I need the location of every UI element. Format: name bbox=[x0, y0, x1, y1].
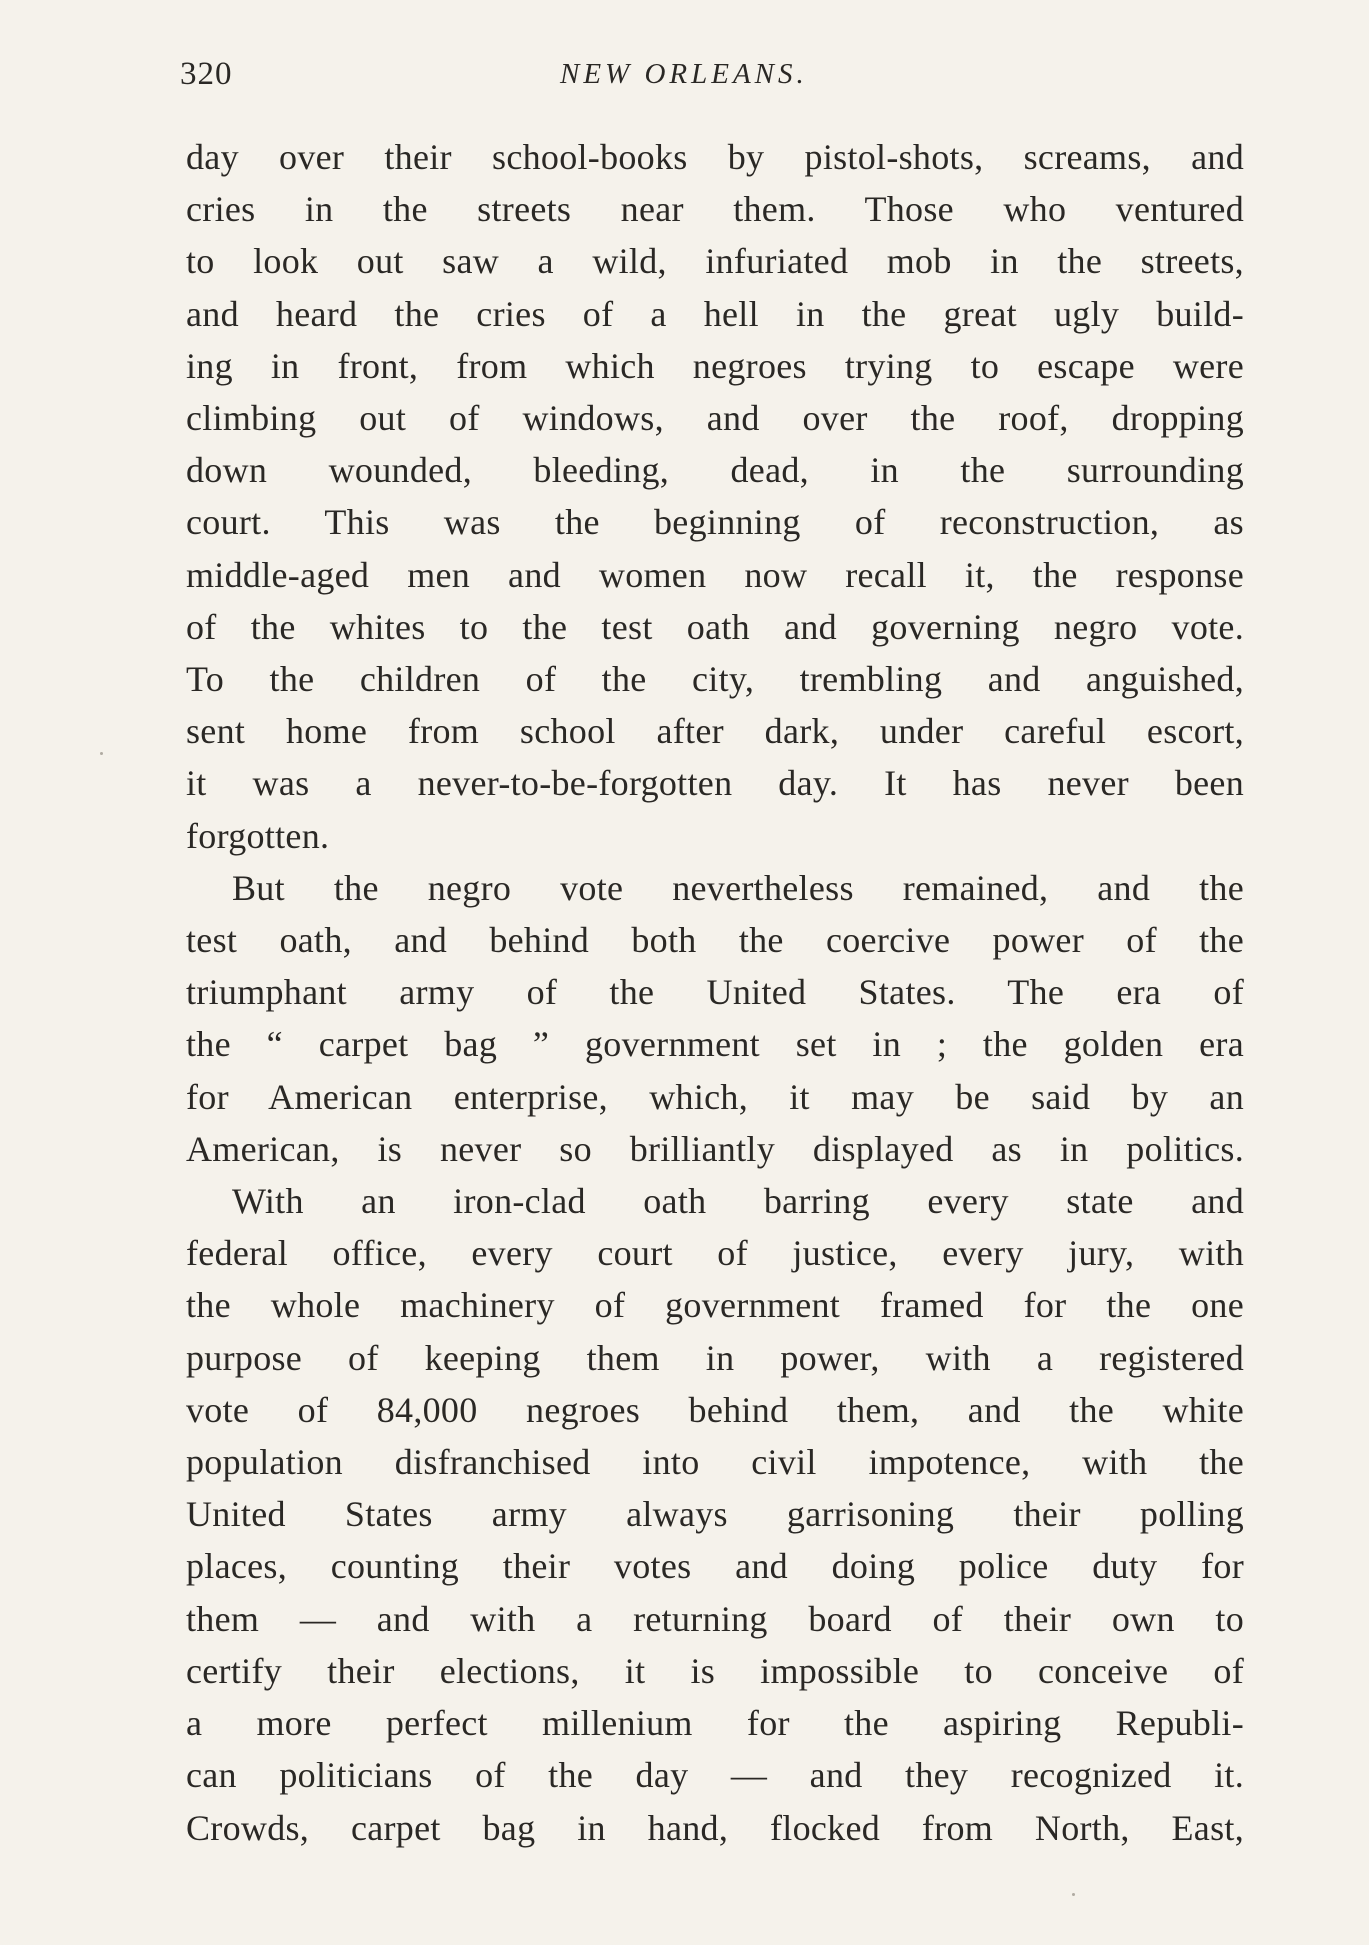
text-line: Crowds, carpet bag in hand, flocked from North, East, bbox=[186, 1807, 1244, 1848]
text-line: day over their school-books by pistol-shots, screams, and bbox=[186, 137, 1244, 177]
text-line: certify their elections, it is impossible to conceive of bbox=[186, 1650, 1244, 1691]
text-line: cries in the streets near them. Those who ventured bbox=[186, 189, 1244, 230]
paragraph-1 bbox=[186, 131, 1244, 862]
text-line: test oath, and behind both the coercive power of the bbox=[186, 920, 1244, 961]
text-line: middle-aged men and women now recall it, the response bbox=[186, 554, 1244, 595]
text-line: them — and with a returning board of their own to bbox=[186, 1598, 1244, 1639]
text-line: vote of 84,000 negroes behind them, and the white bbox=[186, 1389, 1244, 1430]
text-line: the whole machinery of government framed for the one bbox=[186, 1285, 1244, 1326]
text-line: With an iron-clad oath barring every state and bbox=[232, 1181, 1244, 1222]
text-line: it was a never-to-be-forgotten day. It has never been bbox=[186, 763, 1244, 804]
text-line: American, is never so brilliantly displayed as in politics. bbox=[186, 1128, 1244, 1169]
text-line: to look out saw a wild, infuriated mob in the streets, bbox=[186, 241, 1244, 282]
text-line: and heard the cries of a hell in the great ugly build- bbox=[186, 293, 1244, 334]
text-line: climbing out of windows, and over the roof, dropping bbox=[186, 398, 1244, 439]
text-line: forgotten. bbox=[186, 815, 330, 856]
text-line: the “ carpet bag ” government set in ; the golden era bbox=[186, 1024, 1244, 1065]
paper-speck bbox=[100, 752, 103, 755]
paragraph-3 bbox=[186, 1175, 1244, 1854]
text-line: can politicians of the day — and they recognized it. bbox=[186, 1755, 1244, 1796]
page-header bbox=[180, 56, 1240, 106]
text-line: United States army always garrisoning their polling bbox=[186, 1494, 1244, 1535]
text-line: triumphant army of the United States. The era of bbox=[186, 972, 1244, 1013]
text-line: of the whites to the test oath and governing negro vote. bbox=[186, 606, 1244, 647]
text-line: To the children of the city, trembling and anguished, bbox=[186, 659, 1244, 700]
text-line: But the negro vote nevertheless remained, and the bbox=[232, 867, 1244, 908]
running-head: NEW ORLEANS. bbox=[560, 58, 808, 90]
body-text bbox=[186, 131, 1244, 1854]
text-line: ing in front, from which negroes trying to escape were bbox=[186, 345, 1244, 386]
text-line: sent home from school after dark, under careful escort, bbox=[186, 711, 1244, 752]
text-line: purpose of keeping them in power, with a registered bbox=[186, 1337, 1244, 1378]
page-number: 320 bbox=[180, 56, 233, 92]
text-line: for American enterprise, which, it may be said by an bbox=[186, 1076, 1244, 1117]
paragraph-2 bbox=[186, 862, 1244, 1175]
text-line: population disfranchised into civil impotence, with the bbox=[186, 1442, 1244, 1483]
text-line: a more perfect millenium for the aspiring Republi- bbox=[186, 1703, 1244, 1744]
text-line: down wounded, bleeding, dead, in the surrounding bbox=[186, 450, 1244, 491]
text-line: court. This was the beginning of reconstruction, as bbox=[186, 502, 1244, 543]
paper-speck bbox=[1072, 1893, 1075, 1896]
text-line: federal office, every court of justice, every jury, with bbox=[186, 1233, 1244, 1274]
text-line: places, counting their votes and doing police duty for bbox=[186, 1546, 1244, 1587]
